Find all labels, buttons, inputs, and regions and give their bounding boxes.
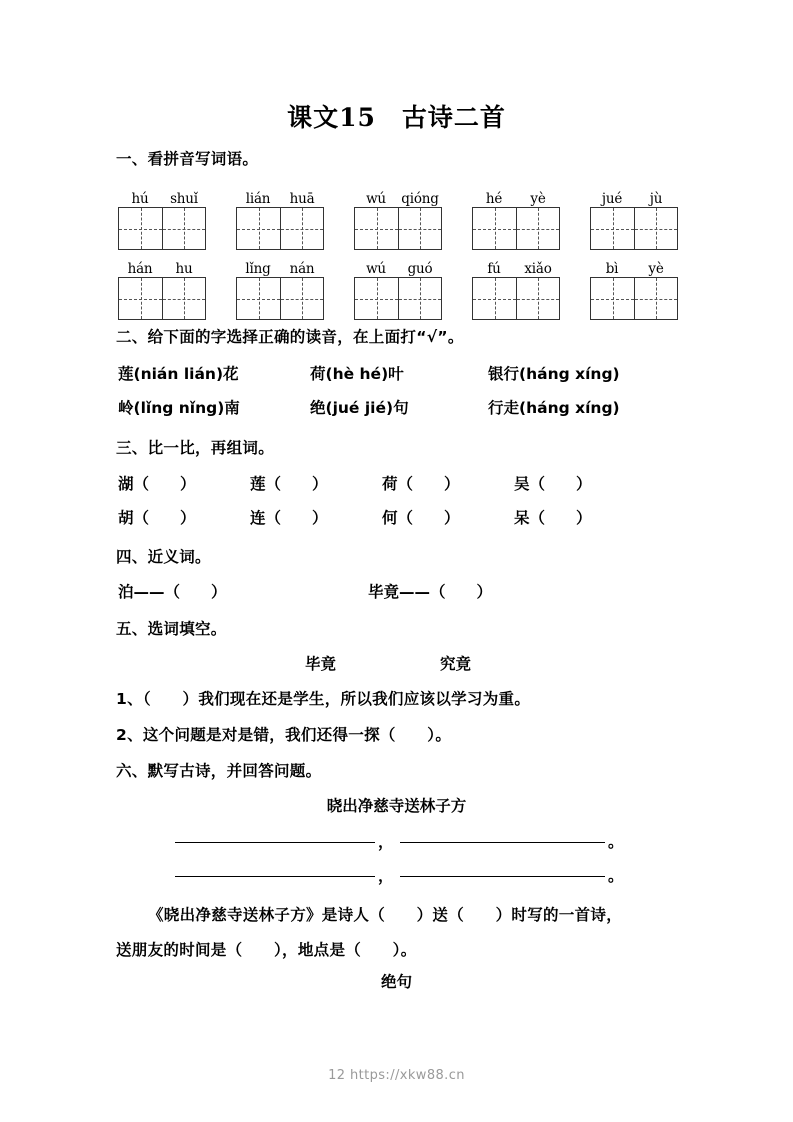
compare-word-item[interactable]: 何（ ） xyxy=(382,509,460,527)
section-heading-6: 六、默写古诗，并回答问题。 xyxy=(116,762,322,780)
grid-cell[interactable] xyxy=(237,208,280,249)
pinyin-group xyxy=(354,256,442,320)
poem-writing-row xyxy=(0,862,793,886)
grid-cell[interactable] xyxy=(634,208,677,249)
poem-blank-line[interactable] xyxy=(400,842,605,843)
pinyin-label xyxy=(354,256,442,276)
compare-word-item[interactable]: 呆（ ） xyxy=(514,509,592,527)
character-grid-box[interactable] xyxy=(354,277,442,320)
character-grid-box[interactable] xyxy=(590,207,678,250)
poem-blank-line[interactable] xyxy=(400,876,605,877)
compare-word-item[interactable]: 连（ ） xyxy=(250,509,328,527)
pinyin-syllable: hú xyxy=(131,190,149,207)
grid-cell[interactable] xyxy=(591,278,634,319)
section-heading-5: 五、选词填空。 xyxy=(116,620,227,638)
pinyin-group xyxy=(472,186,560,250)
line-period: 。 xyxy=(608,833,624,851)
pinyin-syllable: fú xyxy=(487,260,501,277)
poem-title-1: 晓出净慈寺送林子方 xyxy=(326,797,467,815)
pinyin-group xyxy=(236,186,324,250)
section-heading-1: 一、看拼音写词语。 xyxy=(116,150,259,168)
section-heading-2: 二、给下面的字选择正确的读音，在上面打“√”。 xyxy=(116,328,464,346)
grid-cell[interactable] xyxy=(591,208,634,249)
pinyin-syllable: jù xyxy=(649,190,663,207)
compare-word-item[interactable]: 湖（ ） xyxy=(118,475,196,493)
pinyin-syllable: hé xyxy=(485,190,503,207)
pinyin-syllable: yè xyxy=(648,260,664,277)
character-grid-box[interactable] xyxy=(590,277,678,320)
grid-cell[interactable] xyxy=(237,278,280,319)
pinyin-syllable: lǐng xyxy=(245,260,271,277)
fill-blank-sentence-2[interactable]: 2、这个问题是对是错，我们还得一探（ ）。 xyxy=(116,726,452,744)
synonym-item-2[interactable]: 毕竟——（ ） xyxy=(368,583,493,601)
pinyin-syllable: xiǎo xyxy=(524,260,552,277)
character-grid-box[interactable] xyxy=(236,207,324,250)
character-grid-box[interactable] xyxy=(472,277,560,320)
grid-cell[interactable] xyxy=(162,208,205,249)
pinyin-syllable: nán xyxy=(289,260,315,277)
poem-question-line-2[interactable]: 送朋友的时间是（ ），地点是（ ）。 xyxy=(116,941,417,959)
pronunciation-item[interactable]: 荷(hè hé)叶 xyxy=(310,365,404,383)
grid-cell[interactable] xyxy=(355,278,398,319)
grid-cell[interactable] xyxy=(280,208,323,249)
pinyin-syllable: qióng xyxy=(401,190,439,207)
pinyin-label xyxy=(472,186,560,206)
poem-title-2: 绝句 xyxy=(380,973,412,991)
poem-question-line-1[interactable]: 《晓出净慈寺送林子方》是诗人（ ）送（ ）时写的一首诗， xyxy=(148,906,623,924)
grid-cell[interactable] xyxy=(162,278,205,319)
pinyin-syllable: hu xyxy=(175,260,193,277)
grid-cell[interactable] xyxy=(119,278,162,319)
section-heading-3: 三、比一比，再组词。 xyxy=(116,439,275,457)
word-bank-option[interactable]: 毕竟 xyxy=(305,655,337,673)
pinyin-label xyxy=(118,186,206,206)
pinyin-syllable: yè xyxy=(530,190,546,207)
grid-cell[interactable] xyxy=(516,208,559,249)
grid-cell[interactable] xyxy=(516,278,559,319)
grid-cell[interactable] xyxy=(473,278,516,319)
pinyin-label xyxy=(472,256,560,276)
line-comma: ， xyxy=(378,833,394,851)
fill-blank-sentence-1[interactable]: 1、（ ）我们现在还是学生，所以我们应该以学习为重。 xyxy=(116,690,531,708)
pinyin-label xyxy=(590,256,678,276)
pinyin-syllable: guó xyxy=(407,260,433,277)
pronunciation-item[interactable]: 岭(lǐng nǐng)南 xyxy=(118,399,240,417)
grid-cell[interactable] xyxy=(398,278,441,319)
pronunciation-item[interactable]: 银行(háng xíng) xyxy=(488,365,620,383)
pronunciation-item[interactable]: 绝(jué jié)句 xyxy=(310,399,409,417)
pinyin-syllable: jué xyxy=(601,190,623,207)
grid-cell[interactable] xyxy=(634,278,677,319)
pinyin-syllable: hán xyxy=(127,260,153,277)
grid-cell[interactable] xyxy=(473,208,516,249)
page-footer: 12 https://xkw88.cn xyxy=(328,1068,465,1083)
pinyin-label xyxy=(118,256,206,276)
pinyin-label xyxy=(590,186,678,206)
pinyin-group xyxy=(118,256,206,320)
word-bank-option[interactable]: 究竟 xyxy=(440,655,472,673)
grid-cell[interactable] xyxy=(119,208,162,249)
pinyin-syllable: lián xyxy=(245,190,271,207)
pronunciation-item[interactable]: 莲(nián lián)花 xyxy=(118,365,239,383)
poem-blank-line[interactable] xyxy=(175,876,375,877)
pinyin-syllable: wú xyxy=(366,190,386,207)
section-heading-4: 四、近义词。 xyxy=(116,548,211,566)
grid-cell[interactable] xyxy=(280,278,323,319)
page-title: 课文15 古诗二首 xyxy=(287,103,506,132)
character-grid-box[interactable] xyxy=(236,277,324,320)
pinyin-group xyxy=(590,256,678,320)
compare-word-item[interactable]: 吴（ ） xyxy=(514,475,592,493)
poem-blank-line[interactable] xyxy=(175,842,375,843)
pinyin-label xyxy=(236,256,324,276)
pinyin-syllable: bì xyxy=(605,260,619,277)
character-grid-box[interactable] xyxy=(118,207,206,250)
pinyin-syllable: shuǐ xyxy=(170,190,198,207)
compare-word-item[interactable]: 胡（ ） xyxy=(118,509,196,527)
pinyin-label xyxy=(236,186,324,206)
character-grid-box[interactable] xyxy=(118,277,206,320)
character-grid-box[interactable] xyxy=(354,207,442,250)
line-period: 。 xyxy=(608,867,624,885)
pinyin-group xyxy=(118,186,206,250)
pronunciation-item[interactable]: 行走(háng xíng) xyxy=(488,399,620,417)
pinyin-syllable: wú xyxy=(366,260,386,277)
pinyin-group xyxy=(236,256,324,320)
poem-writing-row xyxy=(0,828,793,852)
pinyin-syllable: huā xyxy=(289,190,315,207)
pinyin-label xyxy=(354,186,442,206)
compare-word-item[interactable]: 荷（ ） xyxy=(382,475,460,493)
pinyin-group xyxy=(472,256,560,320)
pinyin-group xyxy=(354,186,442,250)
compare-word-item[interactable]: 莲（ ） xyxy=(250,475,328,493)
character-grid-box[interactable] xyxy=(472,207,560,250)
synonym-item-1[interactable]: 泊——（ ） xyxy=(118,583,227,601)
grid-cell[interactable] xyxy=(355,208,398,249)
grid-cell[interactable] xyxy=(398,208,441,249)
pinyin-group xyxy=(590,186,678,250)
line-comma: ， xyxy=(378,867,394,885)
